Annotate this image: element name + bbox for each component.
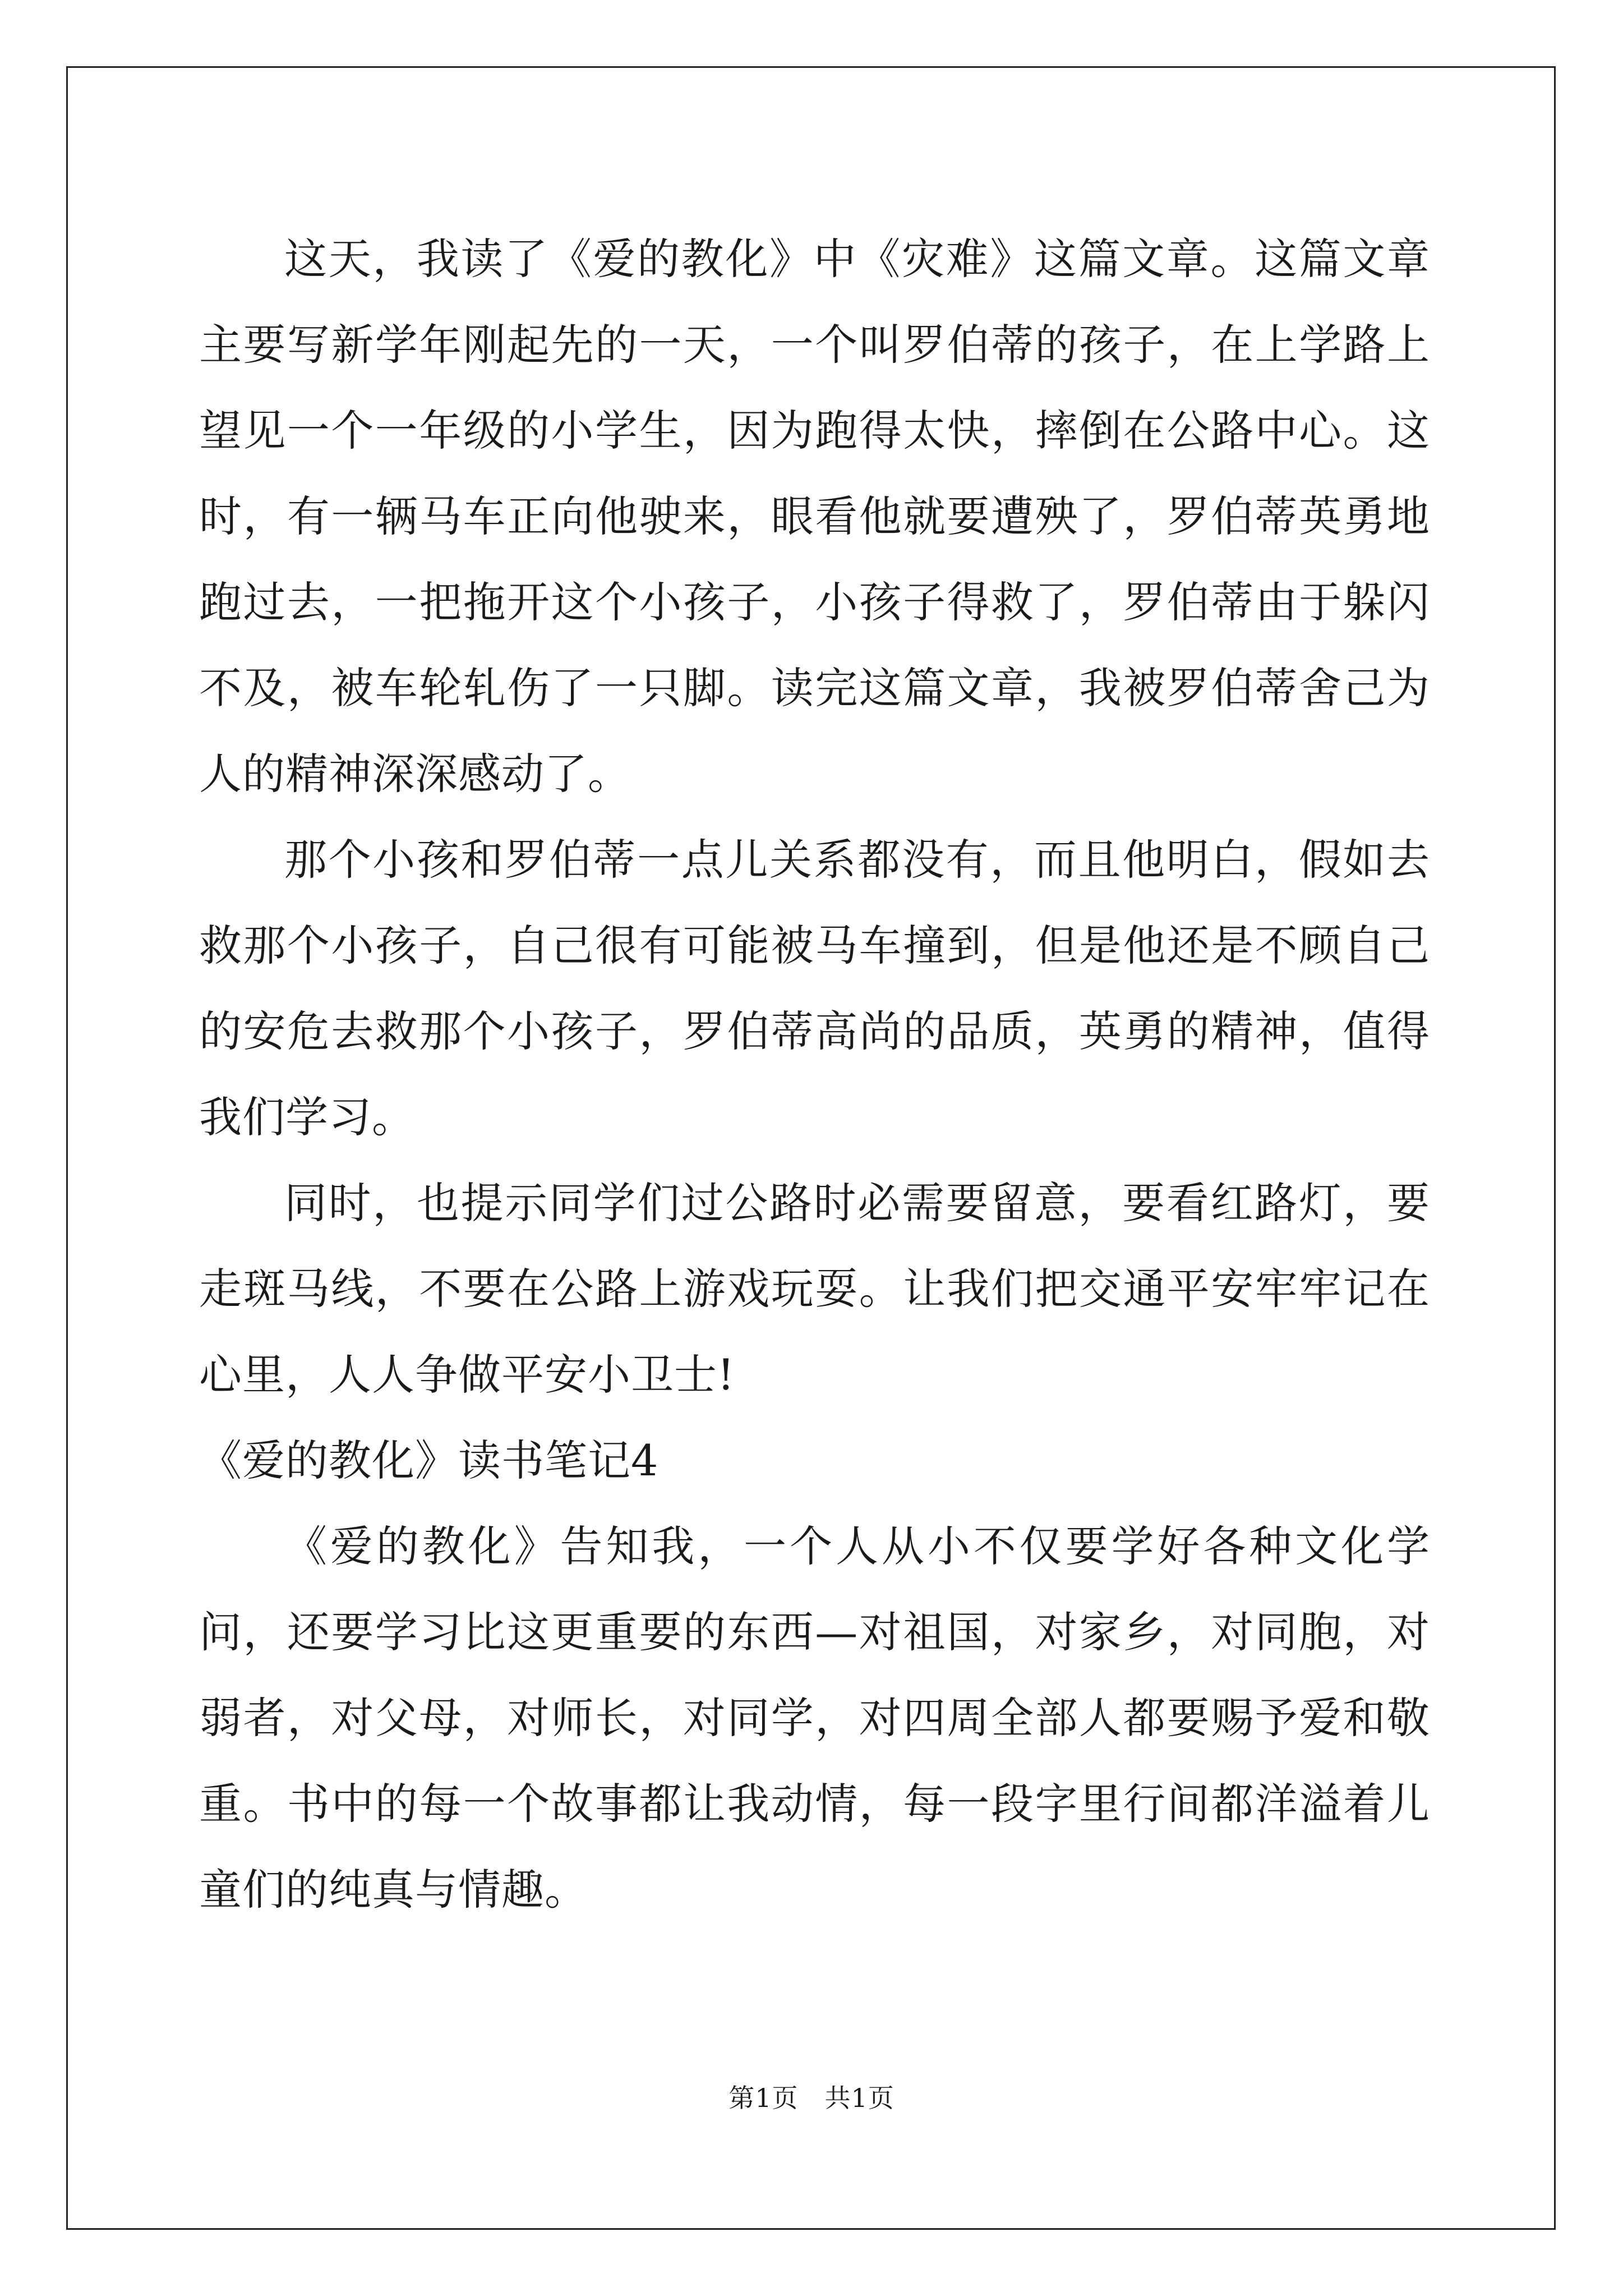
page-footer: 第1页 共1页 [728,2083,895,2113]
section-heading: 《爱的教化》读书笔记4 [199,1435,659,1485]
paragraph-3: 同时，也提示同学们过公路时必需要留意，要看红路灯，要走斑马线，不要在公路上游戏玩耍。让我们把交通平安牢牢记在心里，人人争做平安小卫士! [199,1178,1430,1400]
paragraph-4: 《爱的教化》告知我，一个人从小不仅要学好各种文化学问，还要学习比这更重要的东西—对祖国，对家乡，对同胞，对弱者，对父母，对师长，对同学，对四周全部人都要赐予爱和敬重。书中的每一个故事都让我动情，每一段字里行间都洋溢着儿童们的纯真与情趣。 [199,1521,1430,1915]
paragraph-1: 这天，我读了《爱的教化》中《灾难》这篇文章。这篇文章主要写新学年刚起先的一天，一个叫罗伯蒂的孩子，在上学路上望见一个一年级的小学生，因为跑得太快，摔倒在公路中心。这时，有一辆马车正向他驶来，眼看他就要遭殃了，罗伯蒂英勇地跑过去，一把拖开这个小孩子，小孩子得救了，罗伯蒂由于躲闪不及，被车轮轧伤了一只脚。读完这篇文章，我被罗伯蒂舍己为人的精神深深感动了。 [199,234,1430,799]
document-body [199,216,1430,1932]
paragraph-2: 那个小孩和罗伯蒂一点儿关系都没有，而且他明白，假如去救那个小孩子，自己很有可能被马车撞到，但是他还是不顾自己的安危去救那个小孩子，罗伯蒂高尚的品质，英勇的精神，值得我们学习。 [199,835,1430,1142]
